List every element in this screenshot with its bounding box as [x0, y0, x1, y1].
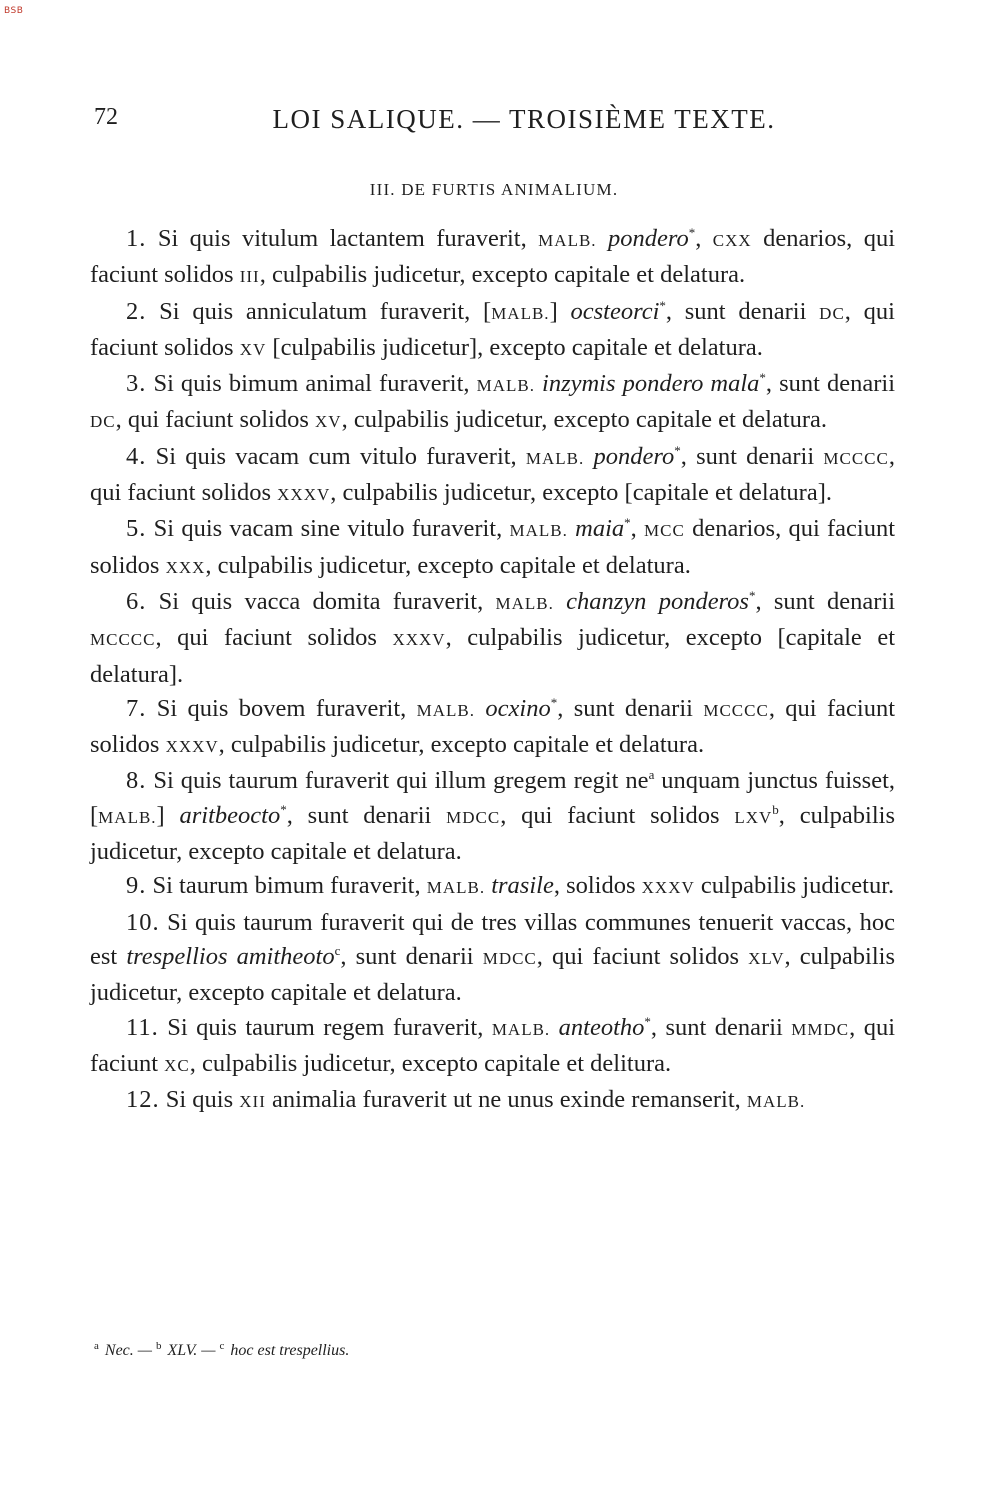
text-run: , culpabilis judicetur, excepto [capitale et delatura]. [90, 624, 895, 688]
paragraph-5 [90, 512, 895, 585]
paragraph-9 [90, 869, 895, 905]
text-run: , sunt denarii [755, 587, 895, 615]
text-run: , culpabilis judicetur, excepto capitale et delatura. [205, 551, 691, 579]
text-run: , [630, 515, 645, 543]
text-run: , culpabilis judicetur, excepto capitale et delatura. [259, 261, 746, 289]
text-run [597, 225, 608, 252]
small-caps-text: XXXV [641, 878, 695, 898]
small-caps-text: MALB. [491, 303, 550, 323]
page-number: 72 [94, 104, 118, 130]
footnote-mark: a [94, 1340, 99, 1352]
text-run: [culpabilis judicetur], excepto capitale et delatura. [266, 333, 763, 361]
paragraph-3 [90, 367, 895, 440]
text-run: Si quis taurum furaverit qui illum gregem regit ne [153, 767, 649, 795]
italic-term: trasile [491, 872, 554, 900]
small-caps-text: MALB. [538, 231, 597, 250]
italic-term: chanzyn ponderos [566, 587, 749, 615]
text-run: Si quis vacam sine vitulo furaverit, [153, 515, 510, 543]
small-caps-text: XC [164, 1055, 190, 1075]
text-run [475, 695, 485, 722]
text-run: unquam junctus fuisset, [ [90, 767, 896, 829]
small-caps-text: MALB. [416, 700, 476, 720]
text-run: Si quis bimum animal furaverit, [153, 370, 477, 398]
footnote-text: XLV. — [167, 1342, 216, 1359]
small-caps-text: MMDC [791, 1019, 850, 1039]
text-run: Si quis anniculatum furaverit, [ [159, 297, 492, 325]
text-run: Si quis bovem furaverit, [156, 694, 417, 722]
text-run: , qui faciunt [90, 1013, 896, 1077]
text-run: denarios, qui faciunt solidos [90, 515, 896, 579]
italic-term: trespellios amitheoto [126, 942, 335, 970]
paragraph-6 [90, 585, 895, 692]
superscript-mark: * [644, 1013, 651, 1029]
footnote-b [156, 1342, 216, 1359]
text-run: ] [156, 801, 180, 829]
small-caps-text: XLV [748, 948, 785, 968]
small-caps-text: MALB. [525, 448, 585, 468]
small-caps-text: MCC [644, 521, 685, 541]
small-caps-text: MCCCC [703, 700, 769, 720]
paragraph-number: 9. [126, 872, 147, 900]
superscript-mark: * [624, 515, 631, 531]
text-run: , sunt denarii [665, 297, 820, 325]
paragraph-number: 5. [126, 515, 147, 543]
text-run: , qui faciunt solidos [536, 942, 749, 970]
italic-term: pondero [607, 225, 689, 252]
small-caps-text: DC [90, 412, 116, 432]
text-run: Si quis taurum regem furaverit, [167, 1013, 492, 1041]
superscript-mark: * [280, 801, 287, 817]
small-caps-text: MCCCC [823, 448, 889, 468]
small-caps-text: CXX [712, 231, 752, 250]
italic-term: ocsteorci [570, 297, 660, 325]
paragraph-12 [90, 1083, 895, 1119]
text-run: , culpabilis judicetur, excepto capitale et delatura. [341, 406, 827, 434]
italic-term: pondero [593, 442, 675, 470]
paragraph-2 [90, 295, 895, 368]
text-run: Si quis vacca domita furaverit, [158, 587, 496, 615]
paragraph-number: 7. [126, 694, 147, 722]
text-run: , sunt denarii [650, 1013, 792, 1041]
footnote-mark: c [219, 1340, 225, 1352]
small-caps-text: XXXV [165, 737, 219, 757]
superscript-mark: b [772, 801, 779, 817]
small-caps-text: XXX [165, 557, 206, 577]
small-caps-text: MALB. [746, 1092, 806, 1112]
text-run [554, 588, 566, 615]
running-title: LOI SALIQUE. — TROISIÈME TEXTE. [272, 104, 776, 134]
text-run [584, 443, 593, 470]
small-caps-text: XII [239, 1092, 266, 1112]
small-caps-text: MDCC [482, 948, 537, 968]
paragraph-4 [90, 440, 895, 513]
footnote-text: Nec. — [104, 1342, 152, 1359]
body-text [90, 222, 895, 1119]
text-run: , sunt denarii [340, 942, 483, 970]
paragraph-8 [90, 764, 895, 869]
text-run: Si quis taurum furaverit qui de tres villas communes tenuerit vaccas, hoc est [90, 908, 896, 970]
paragraph-11 [90, 1011, 895, 1084]
text-run: , culpabilis judicetur, excepto [capitale et delatura]. [330, 479, 832, 507]
text-run: Si taurum bimum furaverit, [152, 872, 427, 900]
paragraph-number: 1. [126, 225, 147, 252]
text-run: , culpabilis judicetur, excepto capitale et delatura. [218, 731, 705, 759]
small-caps-text: LXV [734, 807, 773, 827]
small-caps-text: MCCCC [90, 630, 156, 650]
text-run: , qui faciunt solidos [90, 442, 895, 507]
text-run: Si quis vitulum lactantem furaverit, [157, 225, 539, 252]
italic-term: ocxino [485, 694, 551, 722]
text-run: Si quis vacam cum vitulo furaverit, [155, 442, 526, 470]
superscript-mark: * [759, 370, 766, 386]
small-caps-text: XV [315, 412, 342, 432]
italic-term: anteotho [558, 1013, 645, 1041]
footnote-c [220, 1342, 350, 1359]
paragraph-7 [90, 692, 895, 765]
text-run: , culpabilis judicetur, excepto capitale et delatura. [90, 942, 895, 1007]
text-run: , solidos [553, 872, 642, 900]
superscript-mark: * [550, 694, 558, 710]
text-run: , qui faciunt solidos [90, 297, 895, 361]
italic-term: inzymis pondero mala [542, 370, 760, 398]
paragraph-1 [90, 222, 895, 295]
text-run: , sunt denarii [286, 801, 447, 829]
text-run: , qui faciunt solidos [500, 801, 735, 829]
text-run: , culpabilis judicetur, excepto capitale et delitura. [189, 1049, 672, 1077]
superscript-mark: a [648, 767, 655, 783]
small-caps-text: MALB. [98, 807, 157, 827]
text-run: , sunt denarii [765, 370, 896, 398]
italic-term: aritbeocto [179, 801, 281, 829]
superscript-mark: c [334, 942, 341, 958]
small-caps-text: MALB. [491, 1019, 551, 1039]
page-header [94, 104, 894, 144]
text-run: animalia furaverit ut ne unus exinde remanserit, [265, 1086, 747, 1114]
small-caps-text: MDCC [446, 807, 501, 827]
small-caps-text: XXXV [392, 630, 446, 650]
small-caps-text: XXXV [277, 485, 331, 505]
italic-term: maia [575, 515, 625, 543]
footnotes [94, 1340, 894, 1360]
text-run: , qui faciunt solidos [115, 406, 316, 434]
footnote-a [94, 1342, 152, 1359]
superscript-mark: * [674, 442, 681, 458]
small-caps-text: MALB. [509, 521, 568, 541]
small-caps-text: DC [819, 303, 845, 323]
text-run: denarios, qui faciunt solidos [90, 225, 895, 289]
text-run: , sunt denarii [557, 694, 704, 722]
superscript-mark: * [748, 587, 756, 603]
paragraph-number: 2. [126, 297, 147, 325]
text-run: ] [549, 297, 571, 325]
section-heading: III. DE FURTIS ANIMALIUM. [369, 180, 619, 199]
text-run: , qui faciunt solidos [90, 694, 896, 759]
footnote-mark: b [156, 1340, 162, 1352]
text-run [550, 1014, 558, 1041]
superscript-mark: * [659, 297, 666, 313]
paragraph-number: 12. [126, 1086, 160, 1114]
text-run: , qui faciunt solidos [155, 624, 393, 652]
text-run: , [695, 225, 713, 252]
paragraph-10 [90, 906, 895, 1011]
paragraph-number: 8. [126, 767, 147, 795]
paragraph-number: 4. [126, 442, 147, 470]
paragraph-number: 6. [126, 587, 147, 615]
text-run: culpabilis judicetur. [694, 872, 895, 900]
small-caps-text: XV [239, 339, 267, 359]
superscript-mark: * [688, 225, 696, 240]
small-caps-text: MALB. [476, 376, 535, 396]
text-run: , culpabilis judicetur, excepto capitale et delatura. [90, 801, 895, 866]
footnote-text: hoc est trespellius. [230, 1342, 350, 1359]
small-caps-text: III [239, 267, 260, 287]
text-run: , sunt denarii [680, 442, 824, 470]
paragraph-number: 11. [126, 1013, 159, 1041]
library-stamp: BSB [4, 6, 24, 16]
small-caps-text: MALB. [495, 593, 554, 613]
small-caps-text: MALB. [426, 878, 486, 898]
paragraph-number: 10. [126, 908, 160, 936]
text-run: Si quis [165, 1086, 240, 1114]
paragraph-number: 3. [126, 370, 147, 398]
text-run [535, 370, 542, 397]
